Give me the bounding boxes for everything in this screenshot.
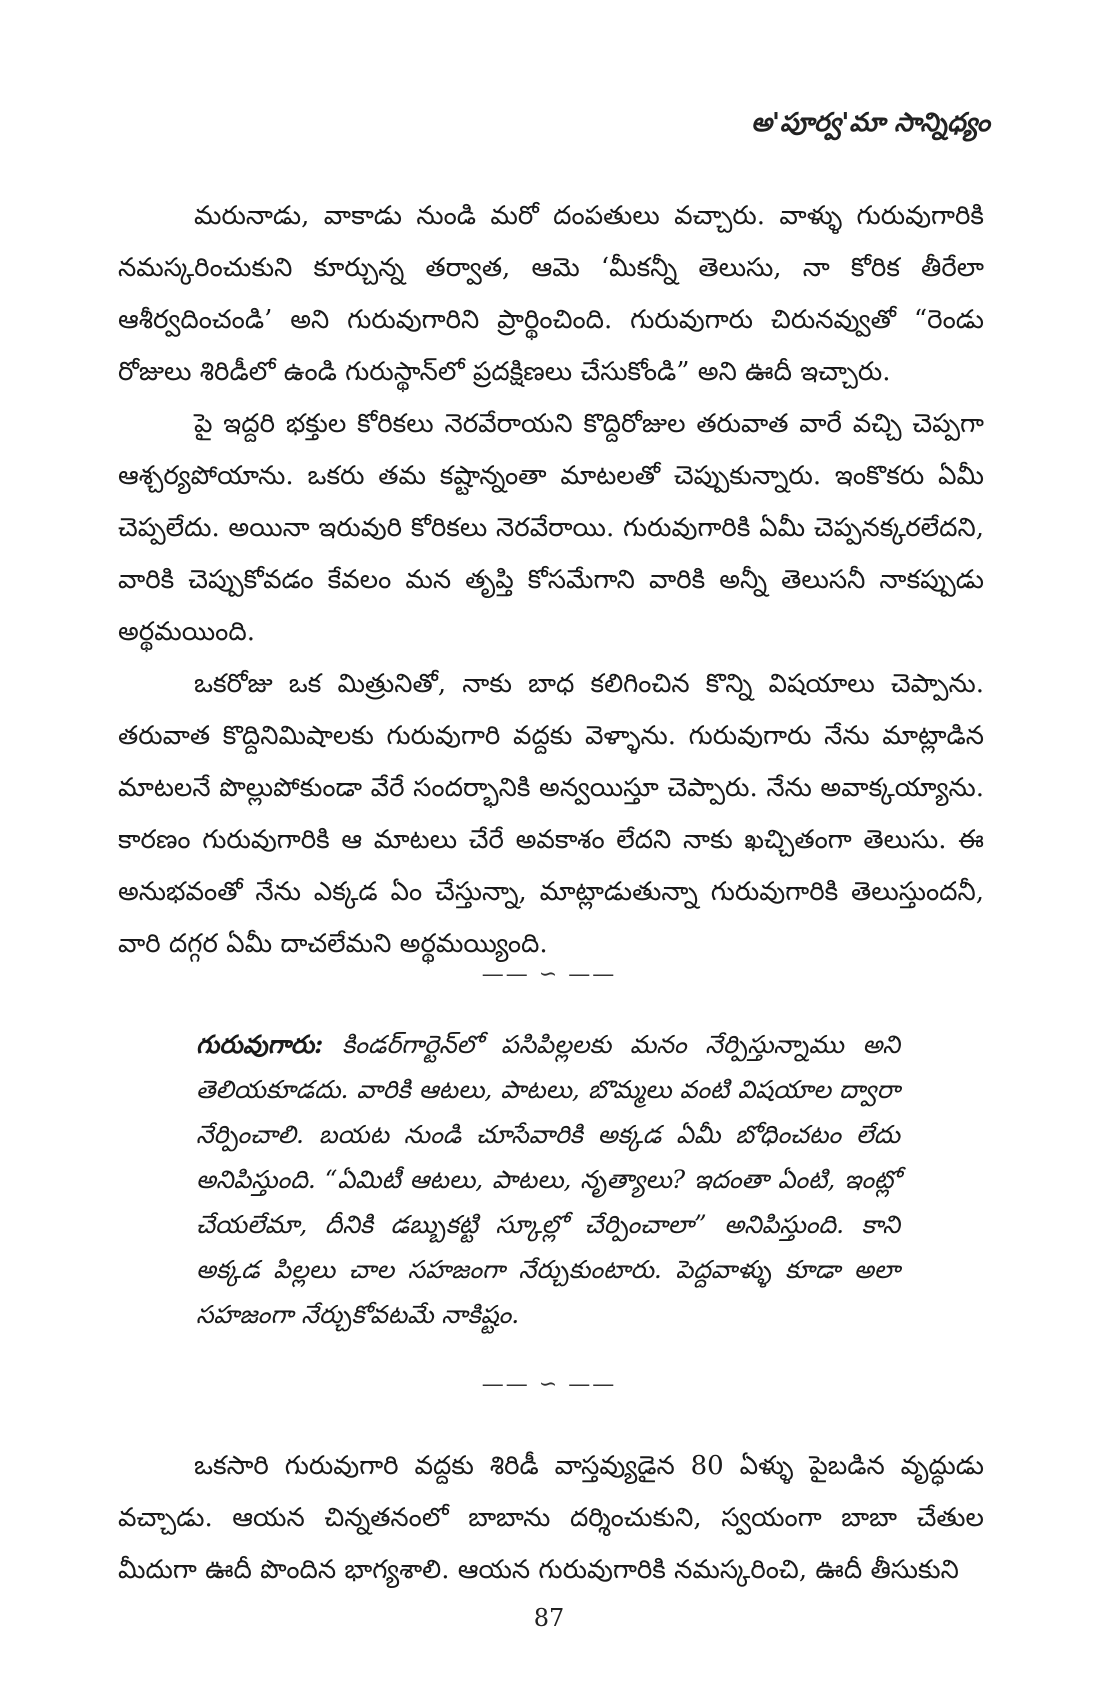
running-header: అ'పూర్వ'మా సాన్నిధ్యం: [751, 108, 990, 138]
quote-text: కిండర్‌గార్టెన్‌లో పసిపిల్లలకు మనం నేర్పిస్తున్నాము అని తెలియకూడదు. వారికి ఆటలు, పాటలు, బొమ్మలు వంటి విషయాల ద్వారా నేర్పించాలి. బయట నుండి చూసేవారికి అక్కడ ఏమీ బోధించటం లేదు అనిపిస్తుంది. “ఏమిటీ ఆటలు, పాటలు, నృత్యాలు? ఇదంతా ఏంటి, ఇంట్లో చేయలేమా, దీనికి డబ్బుకట్టి స్కూల్లో చేర్పించాలా” అనిపిస్తుంది. కాని అక్కడ పిల్లలు చాల సహజంగా నేర్చుకుంటారు. పెద్దవాళ్ళు కూడా అలా సహజంగా నేర్చుకోవటమే నాకిష్టం.: [196, 1030, 900, 1329]
section-divider-ornament: —— ∽ ——: [481, 962, 617, 987]
section-divider-ornament: —— ∽ ——: [481, 1372, 617, 1397]
quote-block: [196, 1022, 900, 1337]
paragraph: మరునాడు, వాకాడు నుండి మరో దంపతులు వచ్చారు. వాళ్ళు గురువుగారికి నమస్కరించుకుని కూర్చున్న తర్వాత, ఆమె ‘మీకన్నీ తెలుసు, నా కోరిక తీరేలా ఆశీర్వదించండి’ అని గురువుగారిని ప్రార్థించింది. గురువుగారు చిరునవ్వుతో “రెండు రోజులు శిరిడీలో ఉండి గురుస్థాన్‌లో ప్రదక్షిణలు చేసుకోండి” అని ఊదీ ఇచ్చారు.: [118, 201, 984, 387]
quote-speaker: గురువుగారు:: [196, 1030, 324, 1059]
paragraph: ఒకసారి గురువుగారి వద్దకు శిరిడీ వాస్తవ్యుడైన 80 ఏళ్ళు పైబడిన వృద్ధుడు వచ్చాడు. ఆయన చిన్నతనంలో బాబాను దర్శించుకుని, స్వయంగా బాబా చేతుల మీదుగా ఊదీ పొందిన భాగ్యశాలి. ఆయన గురువుగారికి నమస్కరించి, ఊదీ తీసుకుని: [118, 1451, 984, 1585]
body-section-2: [118, 1440, 984, 1596]
paragraph: ఒకరోజు ఒక మిత్రునితో, నాకు బాధ కలిగించిన కొన్ని విషయాలు చెప్పాను. తరువాత కొద్దినిమిషాలకు గురువుగారి వద్దకు వెళ్ళాను. గురువుగారు నేను మాట్లాడిన మాటలనే పొల్లుపోకుండా వేరే సందర్భానికి అన్వయిస్తూ చెప్పారు. నేను అవాక్కయ్యాను. కారణం గురువుగారికి ఆ మాటలు చేరే అవకాశం లేదని నాకు ఖచ్చితంగా తెలుసు. ఈ అనుభవంతో నేను ఎక్కడ ఏం చేస్తున్నా, మాట్లాడుతున్నా గురువుగారికి తెలుస్తుందనీ, వారి దగ్గర ఏమీ దాచలేమని అర్థమయ్యింది.: [118, 669, 984, 959]
paragraph: పై ఇద్దరి భక్తుల కోరికలు నెరవేరాయని కొద్దిరోజుల తరువాత వారే వచ్చి చెప్పగా ఆశ్చర్యపోయాను. ఒకరు తమ కష్టాన్నంతా మాటలతో చెప్పుకున్నారు. ఇంకొకరు ఏమీ చెప్పలేదు. అయినా ఇరువురి కోరికలు నెరవేరాయి. గురువుగారికి ఏమీ చెప్పనక్కరలేదని, వారికి చెప్పుకోవడం కేవలం మన తృప్తి కోసమేగాని వారికి అన్నీ తెలుసనీ నాకప్పుడు అర్థమయింది.: [118, 409, 984, 647]
page-number: 87: [533, 1604, 565, 1632]
body-section-1: [118, 190, 984, 970]
